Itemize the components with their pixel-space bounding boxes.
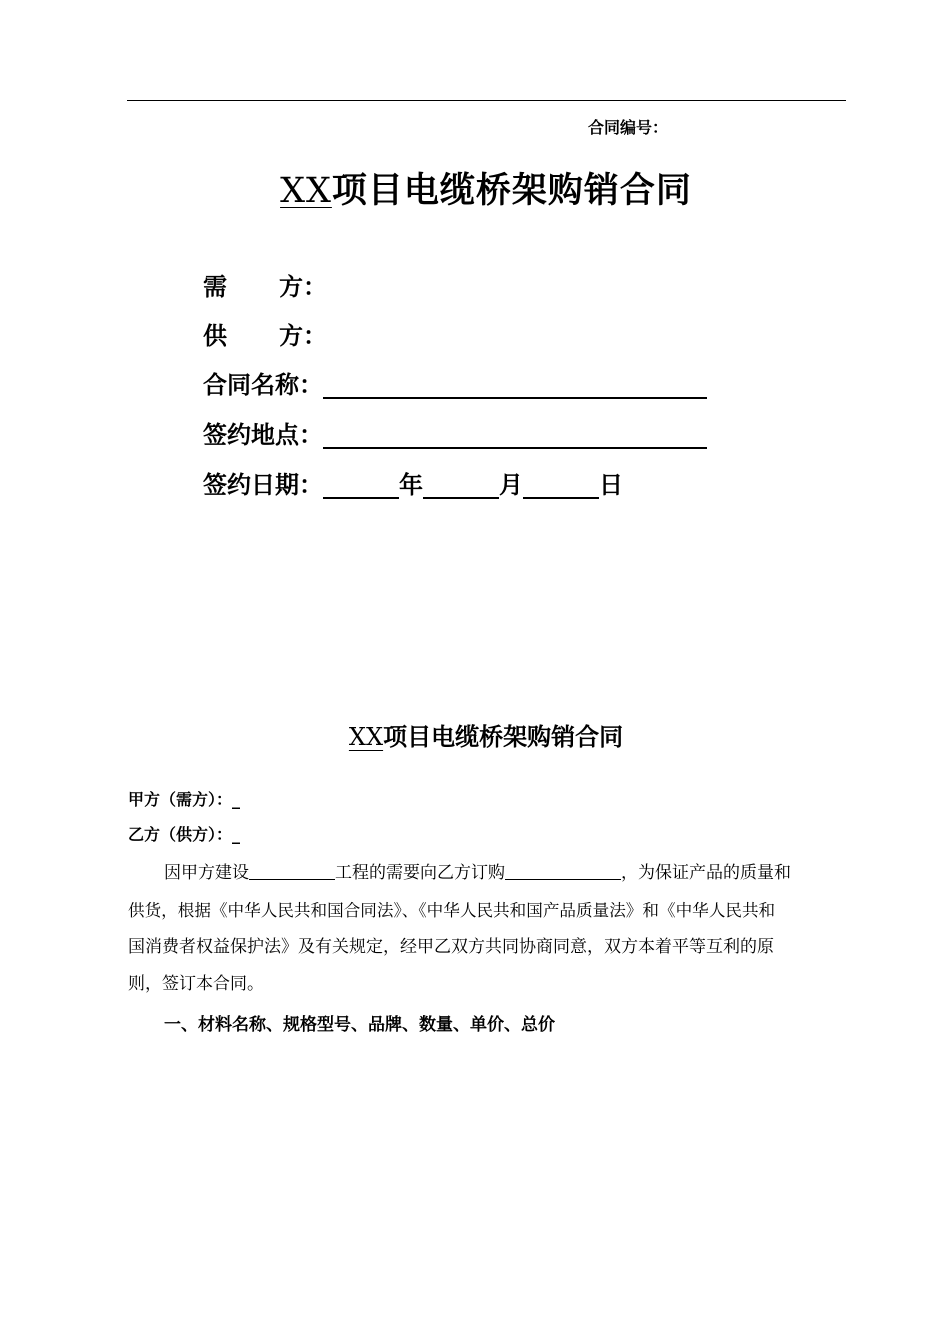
- body-title-prefix: XX: [348, 723, 384, 751]
- body-title: [0, 717, 950, 752]
- body-title-main: 项目电缆桥架购销合同: [383, 722, 624, 751]
- demand-label-2: 方：: [279, 272, 327, 301]
- party-a-line: 甲方（需方）：_: [128, 790, 241, 809]
- contract-name-field: [203, 370, 707, 400]
- contract-number-label: 合同编号：: [588, 118, 669, 137]
- demand-party-field: [203, 272, 327, 302]
- sign-place-field: [203, 420, 707, 450]
- supply-party-field: [203, 321, 327, 351]
- day-blank[interactable]: [523, 473, 599, 499]
- sign-date-label: 签约日期：: [203, 470, 323, 499]
- contract-name-label: 合同名称：: [203, 370, 323, 399]
- sign-place-blank[interactable]: [323, 423, 707, 449]
- project-blank[interactable]: [249, 861, 335, 880]
- preamble-line-1: 因甲方建设 工程的需要向乙方订购 ，为保证产品的质量和: [164, 863, 791, 883]
- preamble-line-3: 国消费者权益保护法》及有关规定，经甲乙双方共同协商同意，双方本着平等互利的原: [128, 937, 774, 957]
- order-item-blank[interactable]: [505, 861, 621, 880]
- cover-title-main: 项目电缆桥架购销合同: [331, 170, 692, 211]
- year-blank[interactable]: [323, 473, 399, 499]
- day-label: 日: [599, 470, 623, 499]
- preamble-line-2: 供货，根据《中华人民共和国合同法》、《中华人民共和国产品质量法》和《中华人民共和: [128, 901, 776, 920]
- section-1-heading: 一、材料名称、规格型号、品牌、数量、单价、总价: [164, 1015, 555, 1035]
- preamble-paragraph: [128, 855, 848, 1003]
- cover-title: [0, 163, 950, 213]
- party-b-line: 乙方（供方）：_: [128, 825, 241, 844]
- month-blank[interactable]: [423, 473, 499, 499]
- supply-label-1: 供: [203, 321, 227, 350]
- demand-label-1: 需: [203, 272, 227, 301]
- month-label: 月: [499, 470, 523, 499]
- contract-name-blank[interactable]: [323, 373, 707, 399]
- supply-label-2: 方：: [279, 321, 327, 350]
- year-label: 年: [399, 470, 423, 499]
- cover-title-prefix: XX: [280, 171, 332, 211]
- sign-place-label: 签约地点：: [203, 420, 323, 449]
- preamble-line-4: 则，签订本合同。: [128, 974, 264, 994]
- sign-date-field: [203, 470, 623, 500]
- header-rule: [127, 100, 846, 101]
